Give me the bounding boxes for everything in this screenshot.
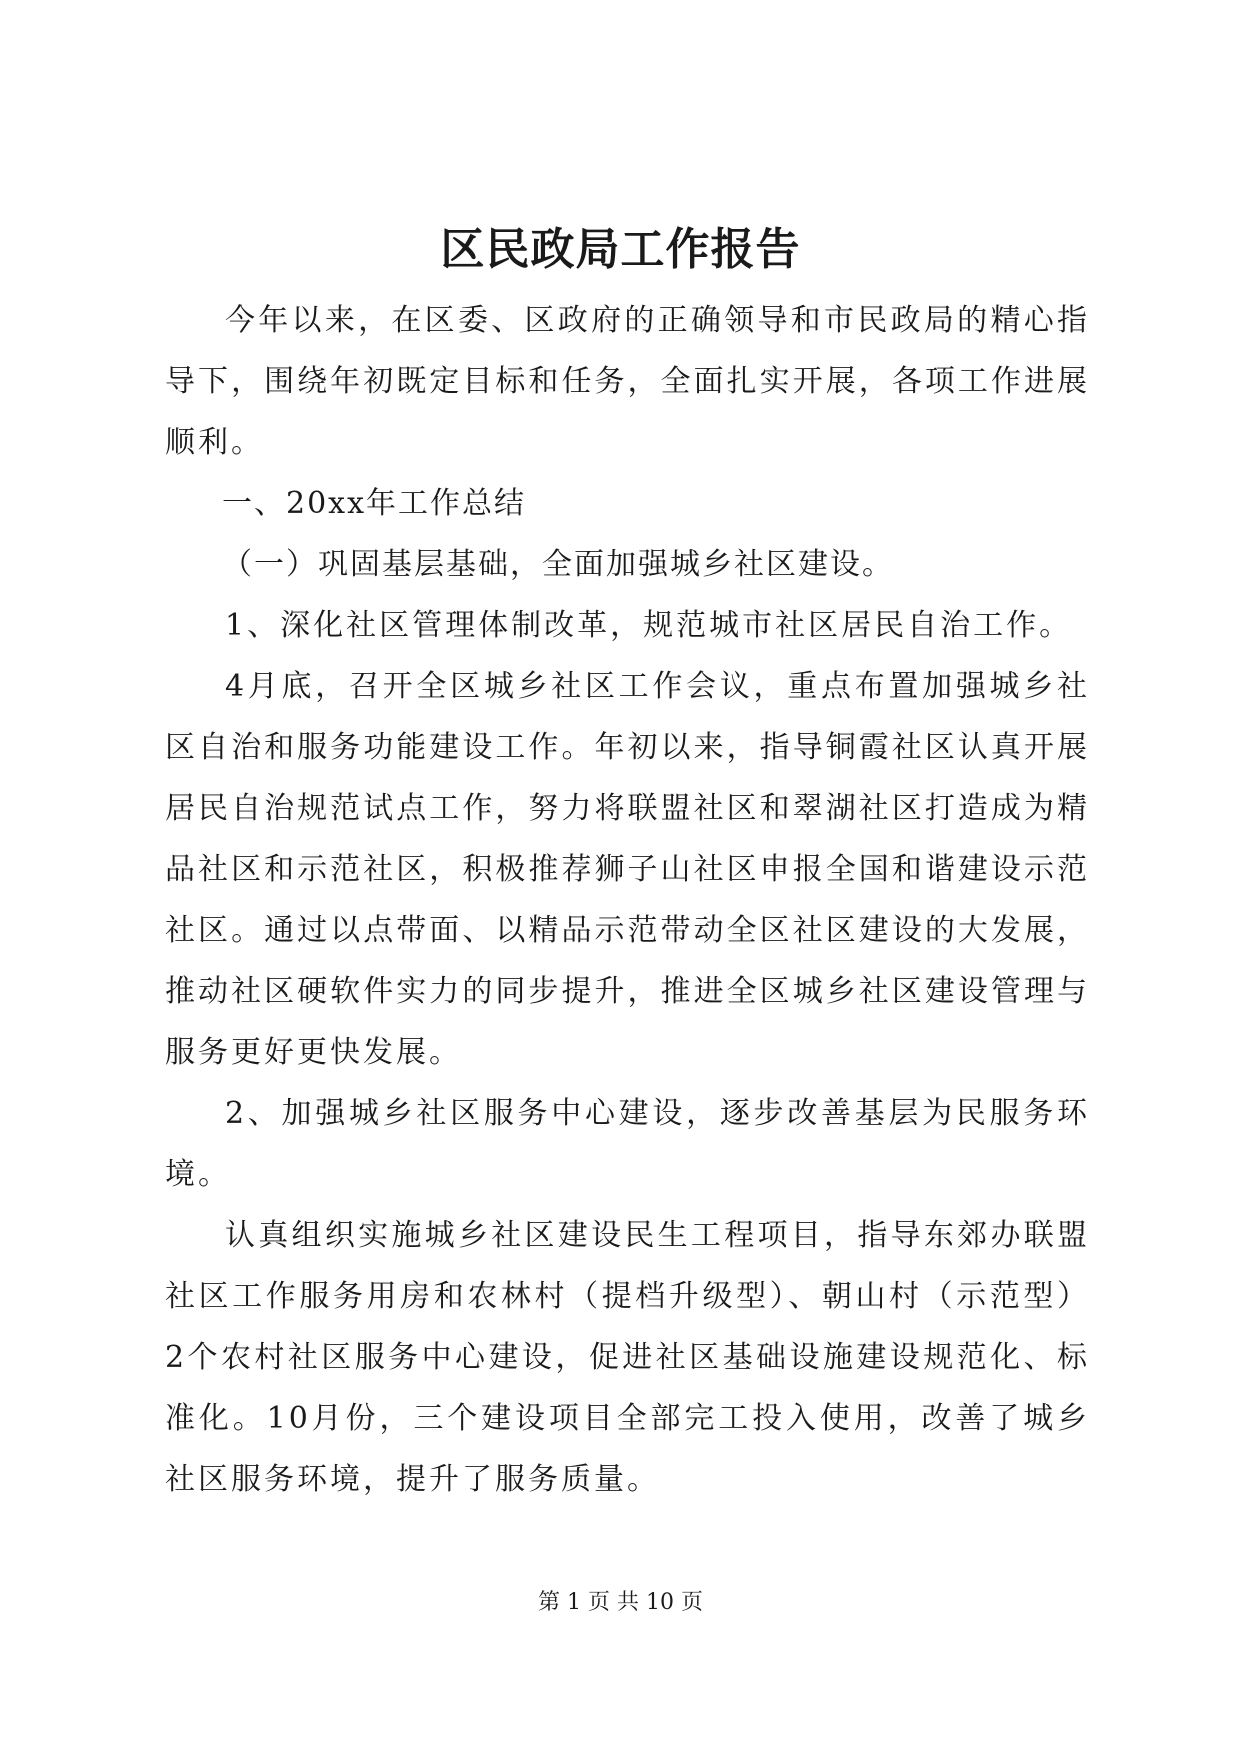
page-footer: 第 1 页 共 10 页 [538,1590,703,1615]
section-heading: 一、20xx年工作总结 [222,486,527,521]
body-paragraph: 认真组织实施城乡社区建设民生工程项目，指导东郊办联盟社区工作服务用房和农林村（提档升级型）、朝山村（示范型）2个农村社区服务中心建设，促进社区基础设施建设规范化、标准化。10月份，三个建设项目全部完工投入使用，改善了城乡社区服务环境，提升了服务质量。 [165,1218,1090,1497]
intro-paragraph: 今年以来，在区委、区政府的正确领导和市民政局的精心指导下，围绕年初既定目标和任务，全面扎实开展，各项工作进展顺利。 [165,303,1090,460]
item-heading: 1、深化社区管理体制改革，规范城市社区居民自治工作。 [225,608,1073,643]
item-heading: 2、加强城乡社区服务中心建设，逐步改善基层为民服务环境。 [165,1096,1090,1192]
document-title: 区民政局工作报告 [440,224,801,275]
document-body [165,290,1090,1510]
body-paragraph: 4月底，召开全区城乡社区工作会议，重点布置加强城乡社区自治和服务功能建设工作。年初以来，指导铜霞社区认真开展居民自治规范试点工作，努力将联盟社区和翠湖社区打造成为精品社区和示范社区，积极推荐狮子山社区申报全国和谐建设示范社区。通过以点带面、以精品示范带动全区社区建设的大发展，推动社区硬软件实力的同步提升，推进全区城乡社区建设管理与服务更好更快发展。 [165,669,1090,1070]
subsection-heading: （一）巩固基层基础，全面加强城乡社区建设。 [222,547,894,582]
